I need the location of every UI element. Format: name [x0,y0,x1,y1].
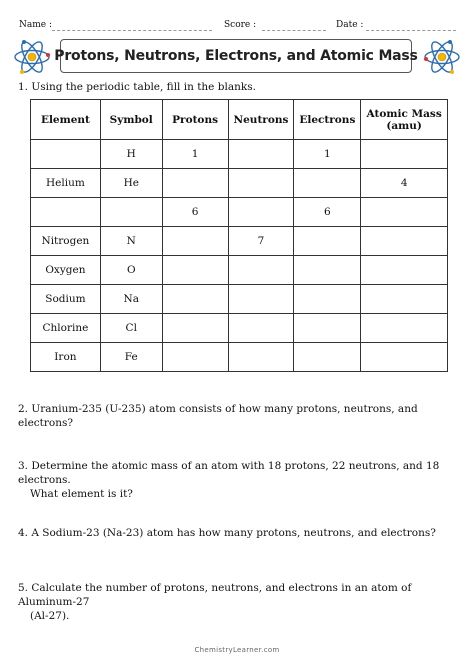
score-field[interactable] [262,30,326,31]
cell-protons[interactable] [162,343,228,372]
table-row [31,343,448,372]
question-5-line-1: 5. Calculate the number of protons, neutrons, and electrons in an atom of Aluminum-27 [18,582,412,608]
cell-mass[interactable] [361,314,448,343]
column-header-symbol: Symbol [100,100,162,140]
name-field[interactable] [52,30,212,31]
question-1: 1. Using the periodic table, fill in the blanks. [18,81,256,93]
column-header-atomic-mass [361,100,448,140]
cell-mass[interactable] [361,198,448,227]
cell-neutrons: 7 [228,227,294,256]
cell-electrons[interactable] [294,227,361,256]
page-title: Protons, Neutrons, Electrons, and Atomic Mass [54,48,418,64]
table-row [31,314,448,343]
question-3 [18,459,458,501]
cell-element: Helium [31,169,101,198]
date-field[interactable] [366,30,456,31]
cell-neutrons[interactable] [228,314,294,343]
cell-mass[interactable] [361,285,448,314]
cell-symbol: He [100,169,162,198]
cell-electrons: 1 [294,140,361,169]
atomic-mass-label: Atomic Mass [366,107,442,120]
cell-electrons[interactable] [294,343,361,372]
question-2: 2. Uranium-235 (U-235) atom consists of how many protons, neutrons, and electrons? [18,403,418,429]
cell-element: Sodium [31,285,101,314]
table-row [31,140,448,169]
cell-protons[interactable] [162,285,228,314]
cell-neutrons[interactable] [228,169,294,198]
cell-protons[interactable] [162,169,228,198]
question-5-line-2: (Al-27). [30,610,70,622]
worksheet-header [0,16,474,36]
cell-electrons[interactable] [294,169,361,198]
cell-electrons[interactable] [294,285,361,314]
table-row [31,285,448,314]
cell-mass: 4 [361,169,448,198]
column-header-protons: Protons [162,100,228,140]
title-banner [54,39,418,73]
question-3-line-2: What element is it? [30,488,133,500]
cell-protons: 6 [162,198,228,227]
cell-neutrons[interactable] [228,285,294,314]
cell-neutrons[interactable] [228,343,294,372]
column-header-neutrons: Neutrons [228,100,294,140]
score-label: Score : [224,20,257,30]
table-row [31,169,448,198]
date-label: Date : [336,20,364,30]
cell-symbol: Na [100,285,162,314]
cell-symbol: N [100,227,162,256]
cell-neutrons[interactable] [228,256,294,285]
question-3-line-1: 3. Determine the atomic mass of an atom with 18 protons, 22 neutrons, and 18 electrons. [18,460,440,486]
question-4: 4. A Sodium-23 (Na-23) atom has how many protons, neutrons, and electrons? [18,527,436,539]
column-header-element: Element [31,100,101,140]
atomic-mass-unit: (amu) [386,119,422,132]
question-5 [18,581,458,623]
cell-symbol: O [100,256,162,285]
cell-symbol: Cl [100,314,162,343]
cell-mass[interactable] [361,256,448,285]
column-header-electrons: Electrons [294,100,361,140]
table-row [31,256,448,285]
cell-element: Oxygen [31,256,101,285]
cell-symbol: H [100,140,162,169]
cell-element: Nitrogen [31,227,101,256]
cell-protons[interactable] [162,256,228,285]
cell-electrons[interactable] [294,256,361,285]
cell-neutrons[interactable] [228,198,294,227]
cell-mass[interactable] [361,343,448,372]
cell-mass[interactable] [361,227,448,256]
cell-element: Iron [31,343,101,372]
periodic-table-exercise [30,99,448,372]
cell-element[interactable] [31,140,101,169]
atom-icon [422,37,462,77]
cell-electrons[interactable] [294,314,361,343]
cell-protons[interactable] [162,227,228,256]
atom-icon [12,37,52,77]
cell-protons[interactable] [162,314,228,343]
name-label: Name : [19,20,52,30]
cell-element[interactable] [31,198,101,227]
table-row [31,227,448,256]
cell-symbol[interactable] [100,198,162,227]
cell-symbol: Fe [100,343,162,372]
footer-brand: ChemistryLearner.com [194,646,280,654]
cell-element: Chlorine [31,314,101,343]
table-row [31,198,448,227]
cell-electrons: 6 [294,198,361,227]
cell-mass[interactable] [361,140,448,169]
table-header-row [31,100,448,140]
cell-neutrons[interactable] [228,140,294,169]
cell-protons: 1 [162,140,228,169]
